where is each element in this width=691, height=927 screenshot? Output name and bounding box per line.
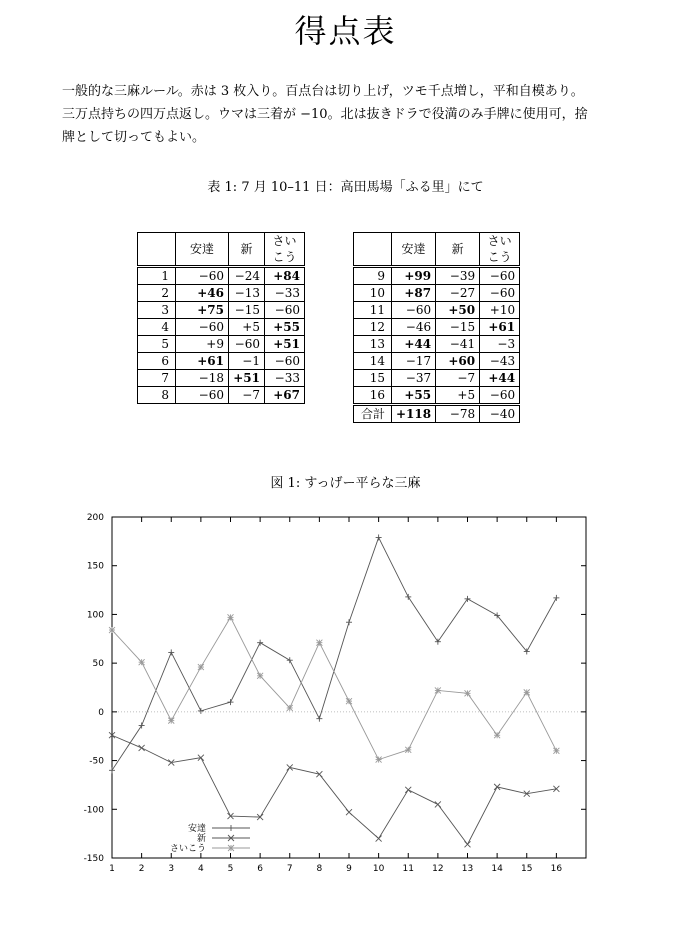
round-cell: 12 — [354, 319, 392, 336]
adachi-score-cell: +99 — [392, 268, 436, 285]
shin-score-cell: −7 — [229, 387, 265, 404]
rules-paragraph — [62, 80, 632, 149]
table-row — [354, 302, 520, 319]
series-line-3 — [112, 617, 556, 759]
header-cell-shin: 新 — [229, 233, 265, 266]
round-cell: 9 — [354, 268, 392, 285]
x-tick-label: 3 — [168, 864, 175, 874]
saikou-score-cell: −43 — [480, 353, 520, 370]
x-tick-label: 15 — [521, 864, 533, 874]
saikou-score-cell: −60 — [480, 285, 520, 302]
table-row — [138, 336, 305, 353]
round-cell: 3 — [138, 302, 176, 319]
saikou-score-cell: +55 — [265, 319, 305, 336]
shin-score-cell: −39 — [436, 268, 480, 285]
round-cell: 15 — [354, 370, 392, 387]
header-cell-adachi: 安達 — [176, 233, 229, 266]
x-tick-label: 14 — [491, 864, 503, 874]
table-caption: 表 1: 7 月 10–11 日：高田馬場「ふる里」にて — [207, 180, 484, 195]
saikou-score-cell: +10 — [480, 302, 520, 319]
header-cell-blank — [138, 233, 176, 266]
y-tick-label: -150 — [83, 854, 104, 864]
adachi-score-cell: −60 — [392, 302, 436, 319]
shin-score-cell: −60 — [229, 336, 265, 353]
page-title: 得点表 — [294, 12, 397, 50]
saikou-score-cell: −60 — [480, 387, 520, 404]
y-tick-label: 150 — [86, 561, 104, 572]
x-tick-label: 16 — [550, 864, 563, 874]
round-cell: 7 — [138, 370, 176, 387]
round-cell: 4 — [138, 319, 176, 336]
saikou-score-cell: +84 — [265, 268, 305, 285]
saikou-score-cell: −60 — [265, 353, 305, 370]
x-tick-label: 6 — [257, 864, 263, 874]
shin-score-cell: −27 — [436, 285, 480, 302]
header-cell-shin: 新 — [436, 233, 480, 266]
y-tick-label: 100 — [86, 610, 104, 621]
adachi-score-cell: +75 — [176, 302, 229, 319]
series-line-2 — [112, 735, 556, 844]
x-tick-label: 13 — [461, 864, 474, 874]
header-cell-adachi: 安達 — [392, 233, 436, 266]
shin-score-cell: −15 — [436, 319, 480, 336]
y-tick-label: -50 — [89, 756, 104, 767]
table-row — [138, 387, 305, 404]
figure-caption: 図 1: すっげー平らな三麻 — [270, 476, 421, 491]
shin-score-cell: −7 — [436, 370, 480, 387]
adachi-score-cell: −17 — [392, 353, 436, 370]
adachi-score-cell: −46 — [392, 319, 436, 336]
paragraph-line: 一般的な三麻ルール。赤は 3 枚入り。百点台は切り上げ，ツモ千点増し，平和自模あり。 — [62, 84, 584, 99]
table-row — [354, 285, 520, 302]
y-tick-label: -100 — [83, 805, 104, 816]
saikou-score-cell: +67 — [265, 387, 305, 404]
adachi-score-cell: −60 — [176, 387, 229, 404]
plot-frame — [112, 517, 586, 858]
adachi-score-cell: +55 — [392, 387, 436, 404]
y-tick-label: 50 — [92, 659, 104, 670]
x-tick-label: 9 — [346, 864, 352, 874]
shin-score-cell: +5 — [436, 387, 480, 404]
saikou-score-cell: −60 — [265, 302, 305, 319]
round-cell: 10 — [354, 285, 392, 302]
adachi-score-cell: +46 — [176, 285, 229, 302]
round-cell: 16 — [354, 387, 392, 404]
table-header-row — [354, 233, 520, 266]
adachi-score-cell: +9 — [176, 336, 229, 353]
paragraph-line: 牌として切ってもよい。 — [62, 130, 206, 145]
adachi-score-cell: −60 — [176, 319, 229, 336]
x-tick-label: 5 — [227, 864, 234, 874]
x-tick-label: 1 — [109, 864, 115, 874]
score-line-chart — [0, 500, 691, 900]
shin-score-cell: −13 — [229, 285, 265, 302]
shin-score-cell: +60 — [436, 353, 480, 370]
saikou-score-cell: +44 — [480, 370, 520, 387]
table-row — [354, 268, 520, 285]
round-cell: 11 — [354, 302, 392, 319]
saikou-score-cell: −60 — [480, 268, 520, 285]
adachi-score-cell: +118 — [392, 406, 436, 423]
round-cell: 合計 — [354, 406, 392, 423]
table-row — [354, 336, 520, 353]
saikou-score-cell: +51 — [265, 336, 305, 353]
legend-label: 新 — [196, 834, 206, 844]
adachi-score-cell: +44 — [392, 336, 436, 353]
y-tick-label: 0 — [98, 707, 104, 718]
x-tick-label: 10 — [372, 864, 385, 874]
table-row — [138, 370, 305, 387]
legend-label: さいこう — [169, 844, 206, 854]
x-tick-label: 4 — [198, 864, 204, 874]
x-tick-label: 12 — [432, 864, 444, 874]
adachi-score-cell: +61 — [176, 353, 229, 370]
shin-score-cell: −78 — [436, 406, 480, 423]
saikou-score-cell: +61 — [480, 319, 520, 336]
adachi-score-cell: −60 — [176, 268, 229, 285]
shin-score-cell: −24 — [229, 268, 265, 285]
saikou-score-cell: −33 — [265, 285, 305, 302]
table-row — [138, 268, 305, 285]
total-row — [354, 406, 520, 423]
paragraph-line: 三万点持ちの四万点返し。ウマは三着が −10。北は抜きドラで役満のみ手牌に使用可，捨 — [62, 107, 588, 122]
round-cell: 5 — [138, 336, 176, 353]
saikou-score-cell: −3 — [480, 336, 520, 353]
x-tick-label: 2 — [138, 864, 145, 874]
table-row — [138, 353, 305, 370]
score-table-right — [353, 232, 520, 423]
table-row — [138, 285, 305, 302]
header-cell-saikou: さいこう — [480, 233, 520, 266]
shin-score-cell: +50 — [436, 302, 480, 319]
round-cell: 13 — [354, 336, 392, 353]
legend-label: 安達 — [187, 824, 206, 834]
table-row — [138, 319, 305, 336]
shin-score-cell: −15 — [229, 302, 265, 319]
adachi-score-cell: −18 — [176, 370, 229, 387]
round-cell: 1 — [138, 268, 176, 285]
table-row — [354, 353, 520, 370]
x-tick-label: 7 — [286, 864, 293, 874]
table-header-row — [138, 233, 305, 266]
header-cell-saikou: さいこう — [265, 233, 305, 266]
shin-score-cell: +5 — [229, 319, 265, 336]
round-cell: 8 — [138, 387, 176, 404]
table-row — [354, 387, 520, 404]
adachi-score-cell: +87 — [392, 285, 436, 302]
table-row — [354, 370, 520, 387]
shin-score-cell: −1 — [229, 353, 265, 370]
score-table-left — [137, 232, 305, 404]
table-row — [138, 302, 305, 319]
shin-score-cell: −41 — [436, 336, 480, 353]
saikou-score-cell: −40 — [480, 406, 520, 423]
x-tick-label: 8 — [316, 864, 323, 874]
adachi-score-cell: −37 — [392, 370, 436, 387]
series-line-1 — [112, 537, 556, 770]
round-cell: 2 — [138, 285, 176, 302]
table-row — [354, 319, 520, 336]
y-tick-label: 200 — [86, 513, 104, 523]
header-cell-blank — [354, 233, 392, 266]
x-tick-label: 11 — [402, 864, 414, 874]
round-cell: 14 — [354, 353, 392, 370]
shin-score-cell: +51 — [229, 370, 265, 387]
saikou-score-cell: −33 — [265, 370, 305, 387]
round-cell: 6 — [138, 353, 176, 370]
